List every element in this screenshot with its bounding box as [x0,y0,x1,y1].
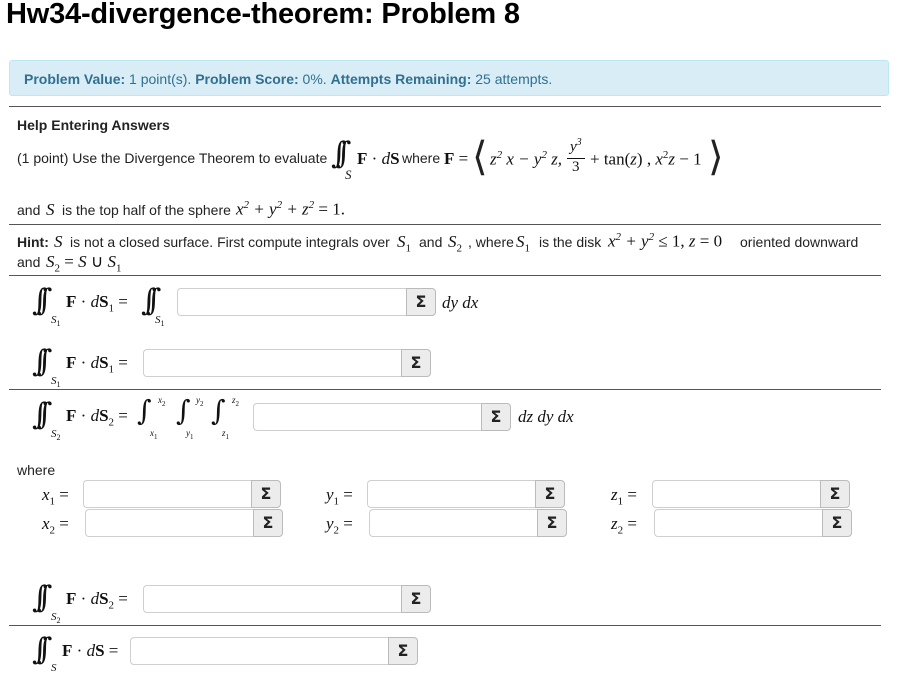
s2-definition: $S_2 = S$ ∪ $S_1$ [46,252,122,275]
y1-input[interactable] [367,480,537,508]
z1-equation-editor-button[interactable]: Σ [820,480,850,508]
problem-and-word: and [17,202,41,218]
surface-integral-symbol: ∫∫ [331,136,341,171]
page-title: Hw34-divergence-theorem: Problem 8 [6,0,520,30]
hint-and-2: and [17,254,41,270]
x2-input[interactable] [85,509,255,537]
row1-double-integral-symbol: ∫∫ [141,283,151,318]
z2-label: $z_2$ = [611,514,637,537]
row4-equation-editor-button[interactable]: Σ [401,585,431,613]
row4-flux-input[interactable] [143,585,403,613]
hint-text-3: is the disk [539,234,602,250]
hint-label [17,234,49,250]
attempts-label: Attempts Remaining: [330,71,472,87]
outer-lower-limit: $x_1$ [150,428,158,441]
problem-value-label: Problem Value: [24,71,126,87]
z1-label: $z_1$ = [611,485,637,508]
divider [9,106,881,107]
outer-upper-limit: $x_2$ [158,395,166,408]
help-entering-answers-link[interactable]: Help Entering Answers [17,117,170,133]
total-flux-equation-editor-button[interactable]: Σ [388,637,418,665]
divider [9,224,881,225]
y1-label: $y_1$ = [326,485,353,508]
row4-integral-symbol: ∫∫ [32,580,42,615]
inner-lower-limit: $z_1$ [222,428,230,441]
y1-equation-editor-button[interactable]: Σ [535,480,565,508]
problem-info-banner [9,60,889,96]
x2-label: $x_2$ = [42,514,69,537]
middle-upper-limit: $y_2$ [196,395,204,408]
row4-flux-label: $F \cdot dS_2$ = [66,589,128,612]
problem-score-label: Problem Score: [195,71,299,87]
problem-where-word: where [402,150,441,166]
problem-score-text: 0%. [298,71,331,87]
where-label: where [17,462,56,478]
hint-text-1: is not a closed surface. First compute integrals over [70,234,390,250]
hint-s1-b: $S_1$ [516,232,530,255]
row3-flux-label: $F \cdot dS_2$ = [66,406,128,429]
hint-text-2: , where [468,234,514,250]
problem-value-text: 1 point(s). [125,71,196,87]
disk-equation: $x^2 + y^2 \le 1$, z = 0 [608,231,723,251]
row1-equation-editor-button[interactable]: Σ [406,288,436,316]
hint-s1: $S_1$ [397,232,411,255]
field-component-1: $z^2$ $x - y^2$ z, [490,149,563,169]
inner-upper-limit: $z_2$ [232,395,240,408]
y2-label: $y_2$ = [326,514,353,537]
y2-equation-editor-button[interactable]: Σ [537,509,567,537]
left-angle-bracket: ⟨ [472,134,488,180]
row3-integrand-input[interactable] [253,403,483,431]
integrand-f-ds: F · dS [357,149,400,168]
row3-differentials: dz dy dx [518,407,574,426]
row5-flux-label: F · dS = [62,641,119,660]
fraction-denominator: 3 [572,159,580,175]
triple-integral-inner: ∫ [211,394,226,427]
x1-label: $x_1$ = [42,485,69,508]
surface-s: S [46,200,55,219]
integral-subscript-s: S [345,167,352,182]
divider [9,275,881,276]
middle-lower-limit: $y_1$ [186,428,194,441]
row2-integral-symbol: ∫∫ [32,344,42,379]
row1-subscript: $S_1$ [51,314,61,329]
x2-equation-editor-button[interactable]: Σ [253,509,283,537]
z1-input[interactable] [652,480,822,508]
row1-integral-symbol: ∫∫ [32,283,42,318]
row3-subscript: $S_2$ [51,428,61,443]
problem-rest: is the top half of the sphere [62,202,231,218]
hint-label-text: Hint: [17,234,49,250]
total-flux-input[interactable] [130,637,390,665]
sphere-equation: $x^2 + y^2 + z^2 = 1$. [236,199,346,219]
row3-integral-symbol: ∫∫ [32,397,42,432]
row2-flux-label: $F \cdot dS_1$ = [66,353,128,376]
row2-equation-editor-button[interactable]: Σ [401,349,431,377]
problem-intro: (1 point) Use the Divergence Theorem to evaluate [17,150,328,166]
divider [9,389,881,390]
attempts-text: 25 attempts. [471,71,553,87]
z2-equation-editor-button[interactable]: Σ [822,509,852,537]
row5-integral-symbol: ∫∫ [32,632,42,667]
hint-and: and [419,234,443,250]
y2-input[interactable] [369,509,539,537]
row1-integrand-input[interactable] [177,288,407,316]
triple-integral-middle: ∫ [176,394,191,427]
x1-equation-editor-button[interactable]: Σ [251,480,281,508]
triple-integral-outer: ∫ [137,394,152,427]
hint-surface-s: S [54,232,63,251]
row5-subscript: S [51,662,57,674]
row1-flux-label: $F \cdot dS_1$ = [66,292,128,315]
row2-subscript: $S_1$ [51,375,61,390]
row1-subscript-2: $S_1$ [155,314,165,329]
hint-text-4: oriented downward [740,234,859,250]
row3-equation-editor-button[interactable]: Σ [481,403,511,431]
field-component-2-rest: + tan(z) , $x^2z - 1$ [590,149,702,169]
divider [9,625,881,626]
row2-flux-input[interactable] [143,349,403,377]
hint-s2: $S_2$ [448,232,462,255]
z2-input[interactable] [654,509,824,537]
right-angle-bracket: ⟩ [708,134,724,180]
row1-differentials: dy dx [442,293,479,312]
fraction-numerator: $y^3$ [570,137,582,155]
row4-subscript: $S_2$ [51,611,61,626]
x1-input[interactable] [83,480,253,508]
vector-field-f-label: F = [444,149,469,168]
